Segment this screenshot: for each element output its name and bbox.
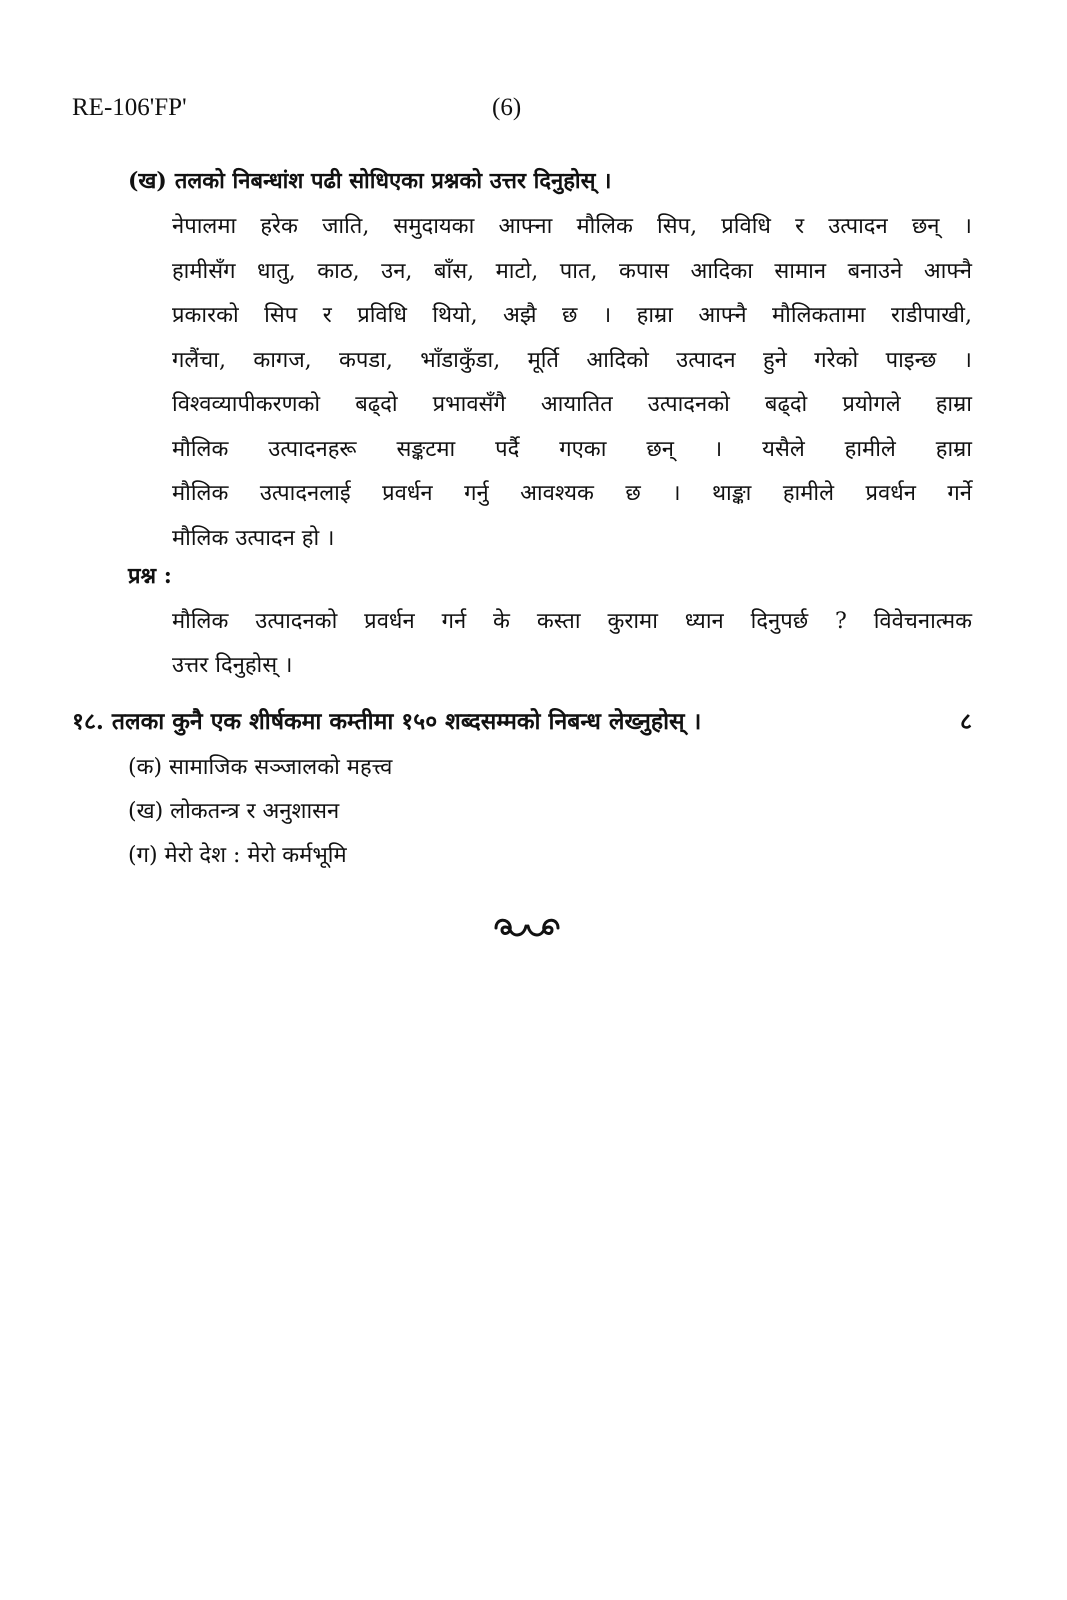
prashna-line: मौलिक उत्पादनको प्रवर्धन गर्न के कस्ता कुरामा ध्यान दिनुपर्छ ? विवेचनात्मक xyxy=(172,609,972,634)
question-18-marks: ८ xyxy=(960,708,972,735)
essay-option: (ख) लोकतन्त्र र अनुशासन xyxy=(128,799,340,824)
passage-line: मौलिक उत्पादन हो । xyxy=(172,525,335,551)
passage-line: मौलिक उत्पादनहरू सङ्कटमा पर्दै गएका छन् । यसैले हामीले हाम्रा xyxy=(172,436,972,462)
passage-line: प्रकारको सिप र प्रविधि थियो, अझै छ । हाम्रा आफ्नै मौलिकतामा राडीपाखी, xyxy=(172,303,972,328)
essay-option: (ग) मेरो देश : मेरो कर्मभूमि xyxy=(128,843,347,868)
question-18 xyxy=(72,704,972,736)
passage-line: हामीसँग धातु, काठ, उन, बाँस, माटो, पात, कपास आदिका सामान बनाउने आफ्नै xyxy=(172,258,972,284)
prashna-text xyxy=(172,600,972,688)
question-kha-instruction-text: तलको निबन्धांश पढी सोधिएका प्रश्नको उत्तर दिनुहोस् । xyxy=(174,168,612,194)
header-code: RE-106'FP' xyxy=(72,94,187,121)
passage-line: गलैंचा, कागज, कपडा, भाँडाकुँडा, मूर्ति आदिको उत्पादन हुने गरेको पाइन्छ । xyxy=(172,347,972,373)
passage-line: नेपालमा हरेक जाति, समुदायका आफ्ना मौलिक सिप, प्रविधि र उत्पादन छन् । xyxy=(172,214,972,239)
question-kha-instruction xyxy=(128,165,612,195)
passage xyxy=(172,205,972,561)
page-number: (6) xyxy=(492,94,522,121)
prashna-label: प्रश्न : xyxy=(128,563,172,589)
prashna-line: उत्तर दिनुहोस् । xyxy=(172,653,293,678)
passage-line: मौलिक उत्पादनलाई प्रवर्धन गर्नु आवश्यक छ । थाङ्का हामीले प्रवर्धन गर्ने xyxy=(172,481,972,506)
essay-option: (क) सामाजिक सञ्जालको महत्त्व xyxy=(128,755,393,780)
passage-line: विश्वव्यापीकरणको बढ्दो प्रभावसँगै आयातित उत्पादनको बढ्दो प्रयोगले हाम्रा xyxy=(172,392,972,417)
question-18-text: १८. तलका कुनै एक शीर्षकमा कम्तीमा १५० शब्दसम्मको निबन्ध लेख्नुहोस् । xyxy=(72,708,702,735)
question-kha-marker: (ख) xyxy=(128,168,167,194)
end-ornament-icon xyxy=(492,912,562,942)
essay-options xyxy=(128,746,392,878)
